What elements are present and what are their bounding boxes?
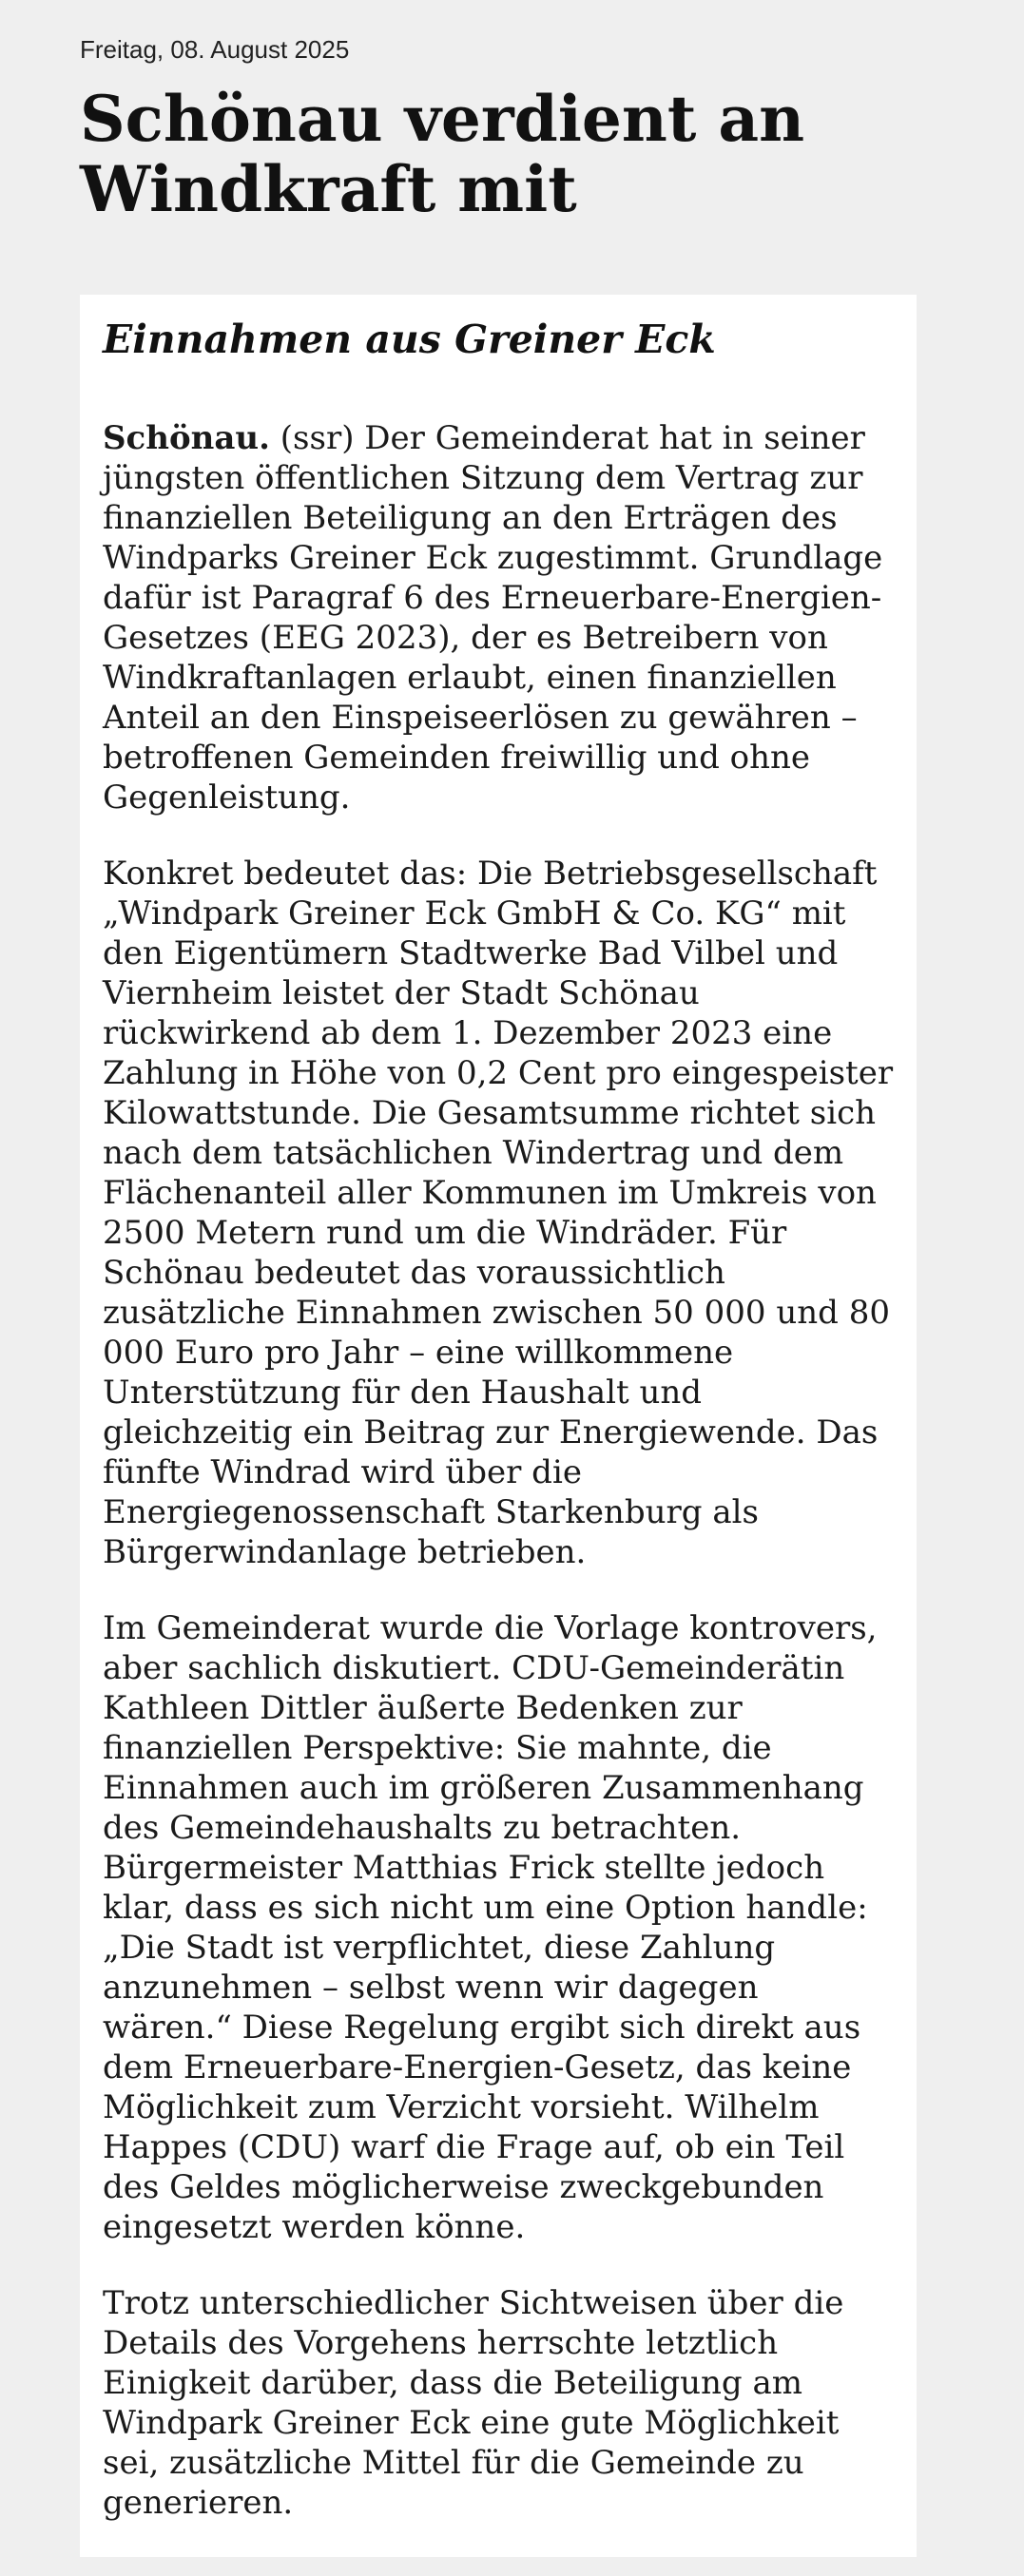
article-body [80, 295, 917, 2557]
article-subtitle: Einnahmen aus Greiner Eck [103, 317, 716, 362]
dateline-location: Schönau. [103, 419, 270, 457]
article-paragraph-4: Trotz unterschiedlicher Sichtweisen über die Details des Vorgehens herrschte letztlich Einigkeit darüber, dass die Beteiligung am Windpark Greiner Eck eine gute Möglichkeit sei, zusätzliche Mittel für die Gemeinde zu generieren. [103, 2284, 844, 2522]
article-paragraph-1 [103, 418, 894, 817]
paragraph-1-text: (ssr) Der Gemeinderat hat in seiner jüngsten öffentlichen Sitzung dem Vertrag zur finanziellen Beteiligung an den Erträgen des Windparks Greiner Eck zugestimmt. Grundlage dafür ist Paragraf 6 des Erneuerbare-Energien-Gesetzes (EEG 2023), der es Betreibern von Windkraftanlagen erlaubt, einen finanziellen Anteil an den Einspeiseerlösen zu gewähren – betroffenen Gemeinden freiwillig und ohne Gegenleistung. [103, 419, 883, 817]
publication-date: Freitag, 08. August 2025 [80, 35, 350, 64]
article-paragraph-3: Im Gemeinderat wurde die Vorlage kontrovers, aber sachlich diskutiert. CDU-Gemeinderätin Kathleen Dittler äußerte Bedenken zur finanziellen Perspektive: Sie mahnte, die Einnahmen auch im größeren Zusammenhang des Gemeindehaushalts zu betrachten. Bürgermeister Matthias Frick stellte jedoch klar, dass es sich nicht um eine Option handle: „Die Stadt ist verpflichtet, diese Zahlung anzunehmen – selbst wenn wir dagegen wären.“ Diese Regelung ergibt sich direkt aus dem Erneuerbare-Energien-Gesetz, das keine Möglichkeit zum Verzicht vorsieht. Wilhelm Happes (CDU) warf die Frage auf, ob ein Teil des Geldes möglicherweise zweckgebunden eingesetzt werden könne. [103, 1609, 878, 2246]
article-headline: Schönau verdient an Windkraft mit [80, 82, 805, 226]
article-paragraph-2: Konkret bedeutet das: Die Betriebsgesellschaft „Windpark Greiner Eck GmbH & Co. KG“ mit den Eigentümern Stadtwerke Bad Vilbel und Viernheim leistet der Stadt Schönau rückwirkend ab dem 1. Dezember 2023 eine Zahlung in Höhe von 0,2 Cent pro eingespeister Kilowattstunde. Die Gesamtsumme richtet sich nach dem tatsächlichen Windertrag und dem Flächenanteil aller Kommunen im Umkreis von 2500 Metern rund um die Windräder. Für Schönau bedeutet das voraussichtlich zusätzliche Einnahmen zwischen 50 000 und 80 000 Euro pro Jahr – eine willkommene Unterstützung für den Haushalt und gleichzeitig ein Beitrag zur Energiewende. Das fünfte Windrad wird über die Energiegenossenschaft Starkenburg als Bürgerwindanlage betrieben. [103, 855, 894, 1571]
